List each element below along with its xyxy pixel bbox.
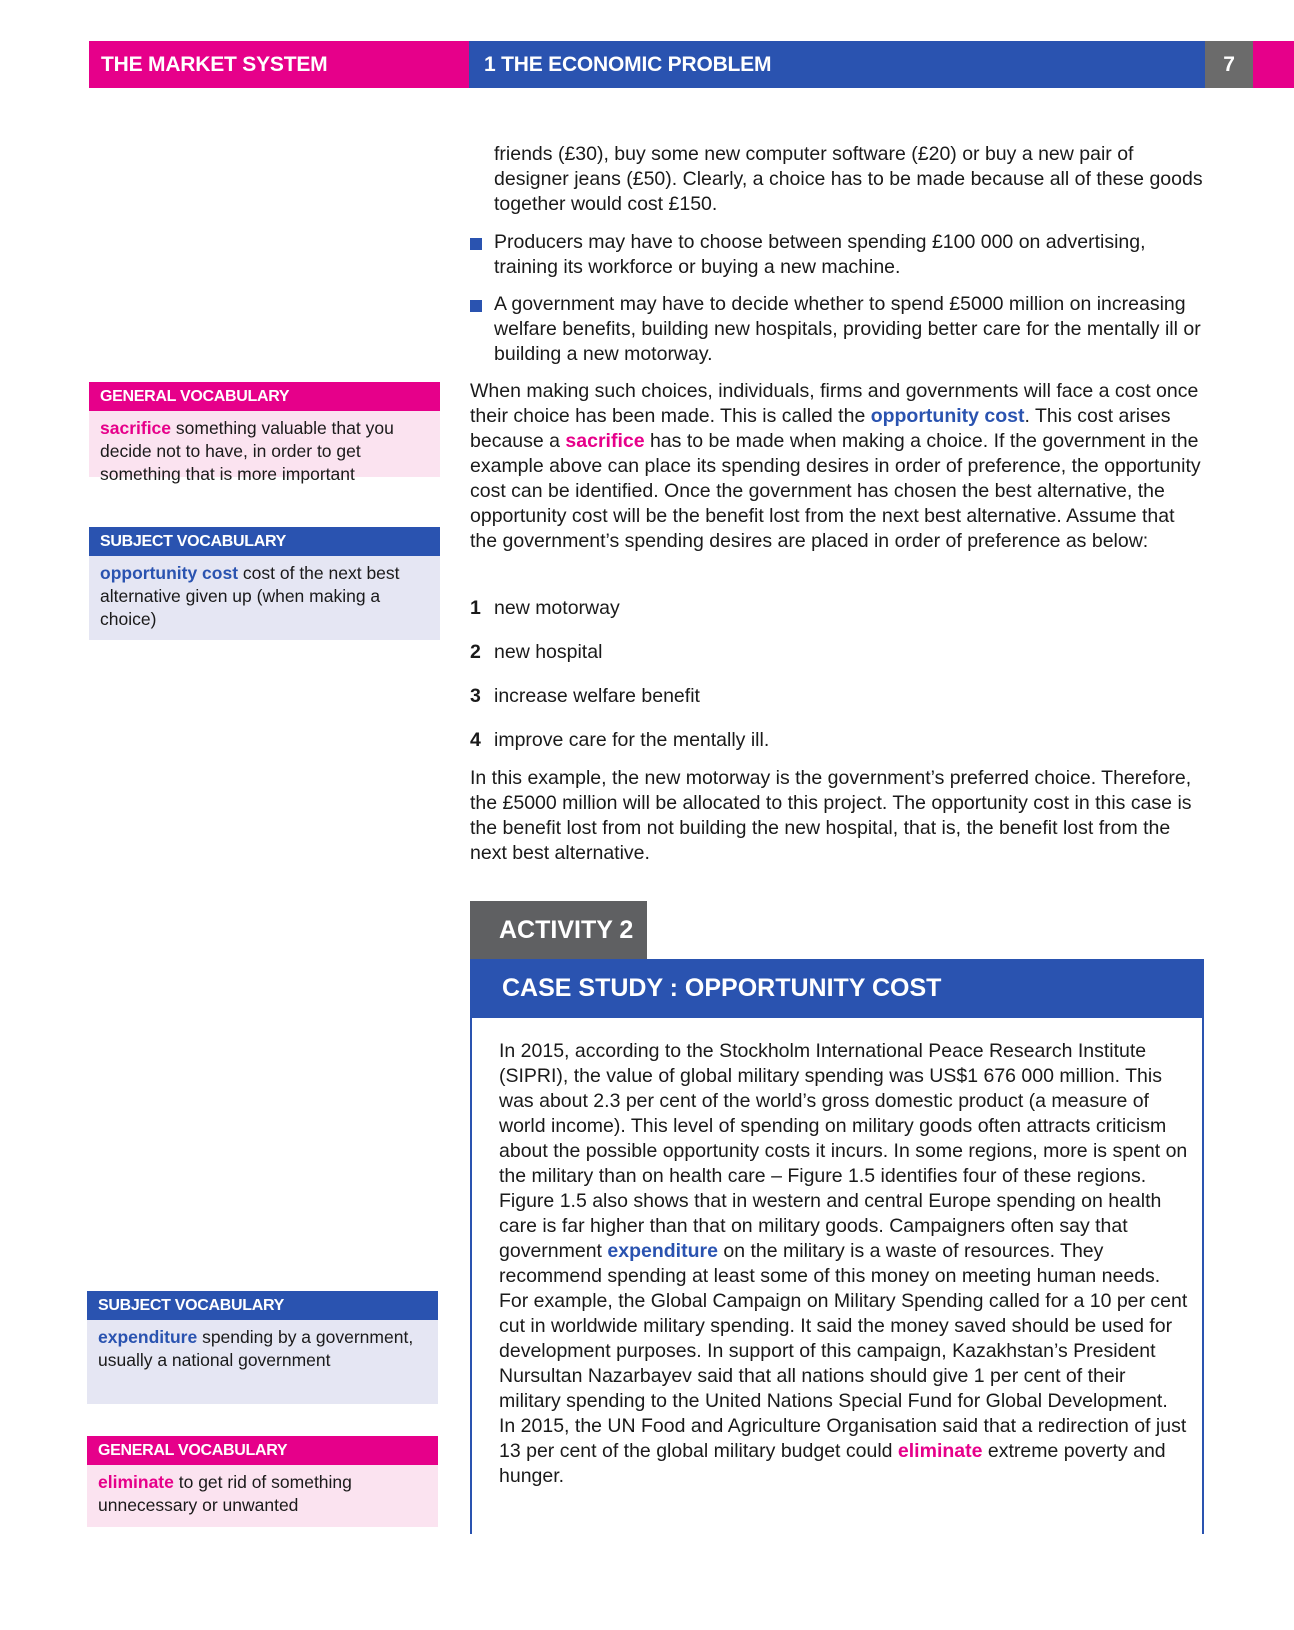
- bullet-text: Producers may have to choose between spending £100 000 on advertising, training its workforce or buying a new machine.: [494, 231, 1146, 278]
- intro-text: friends (£30), buy some new computer software (£20) or buy a new pair of designer jeans (£50). Clearly, a choice has to be made because all of these goods together would cost £150.: [494, 143, 1203, 215]
- chapter-header: [469, 41, 1205, 88]
- vocab-body: [87, 1320, 438, 1404]
- vocab-heading: SUBJECT VOCABULARY: [89, 527, 440, 556]
- vocab-box-opportunity-cost: [89, 527, 440, 640]
- bullet-square-icon: [470, 238, 482, 250]
- highlight-opportunity-cost: opportunity cost: [870, 405, 1025, 427]
- list-text: increase welfare benefit: [494, 685, 700, 707]
- intro-continuation: [494, 142, 1206, 217]
- highlight-expenditure: expenditure: [607, 1240, 718, 1262]
- list-text: new motorway: [494, 597, 620, 619]
- bullet-square-icon: [470, 300, 482, 312]
- vocab-body: [89, 411, 440, 484]
- bullet-item: [470, 292, 1205, 367]
- vocab-body: [87, 1465, 438, 1527]
- activity-label: ACTIVITY 2: [499, 915, 634, 944]
- case-study-title: CASE STUDY : OPPORTUNITY COST: [502, 974, 942, 1002]
- vocab-term: expenditure: [98, 1327, 198, 1347]
- page-number-box: [1205, 41, 1253, 88]
- vocab-box-expenditure: [87, 1291, 438, 1404]
- paragraph-text: In this example, the new motorway is the government’s preferred choice. Therefore, the £5000 million will be allocated to this project. The opportunity cost in this case is the benefit lost from not building the new hospital, that is, the benefit lost from the next best alternative.: [470, 767, 1192, 864]
- list-number: 3: [470, 685, 481, 707]
- text-run: extreme poverty and hunger.: [499, 1440, 1166, 1487]
- list-text: new hospital: [494, 641, 603, 663]
- case-study-title-bar: [470, 959, 1204, 1018]
- text-run: on the military is a waste of resources. They recommend spending at least some of this money on meeting human needs. For example, the Global Campaign on Military Spending called for a 10 per cent cut in worldwide military spending. It said the money saved should be used for development purposes. In support of this campaign, Kazakhstan’s President Nursultan Nazarbayev said that all nations should give 1 per cent of their military spending to the United Nations Special Fund for Global Development. In 2015, the UN Food and Agriculture Organisation said that a redirection of just 13 per cent of the global military budget could: [499, 1240, 1188, 1462]
- vocab-box-sacrifice: [89, 382, 440, 484]
- vocab-box-eliminate: [87, 1436, 438, 1527]
- vocab-term: opportunity cost: [100, 563, 239, 583]
- highlight-eliminate: eliminate: [897, 1440, 983, 1462]
- case-study-text: [499, 1039, 1189, 1489]
- vocab-definition: cost of the next best alternative given up (when making a choice): [100, 563, 400, 629]
- list-item: [470, 640, 602, 665]
- activity-tab: [470, 901, 647, 959]
- vocab-definition: to get rid of something unnecessary or unwanted: [98, 1472, 352, 1515]
- chapter-title: 1 THE ECONOMIC PROBLEM: [484, 52, 772, 76]
- section-title: THE MARKET SYSTEM: [101, 52, 328, 76]
- text-run: When making such choices, individuals, firms and governments will face a cost once their choice has been made. This is called the: [470, 380, 1199, 427]
- list-number: 2: [470, 641, 481, 663]
- vocab-heading: GENERAL VOCABULARY: [87, 1436, 438, 1465]
- paragraph-text: [470, 379, 1205, 554]
- header-edge-tab: [1253, 41, 1294, 88]
- vocab-heading: GENERAL VOCABULARY: [89, 382, 440, 411]
- list-item: [470, 728, 769, 753]
- conclusion-paragraph: [470, 766, 1205, 866]
- vocab-definition: spending by a government, usually a national government: [98, 1327, 414, 1370]
- vocab-heading: SUBJECT VOCABULARY: [87, 1291, 438, 1320]
- highlight-sacrifice: sacrifice: [565, 430, 645, 452]
- vocab-definition: something valuable that you decide not to have, in order to get something that is more important: [100, 418, 394, 484]
- text-run: In 2015, according to the Stockholm International Peace Research Institute (SIPRI), the value of global military spending was US$1 676 000 million. This was about 2.3 per cent of the world’s gross domestic product (a measure of world income). This level of spending on military goods often attracts criticism about the possible opportunity costs it incurs. In some regions, more is spent on the military than on health care – Figure 1.5 identifies four of these regions. Figure 1.5 also shows that in western and central Europe spending on health care is far higher than that on military goods. Campaigners often say that government: [499, 1040, 1188, 1262]
- list-item: [470, 596, 620, 621]
- page-number: 7: [1223, 52, 1235, 76]
- list-number: 1: [470, 597, 481, 619]
- vocab-term: eliminate: [98, 1472, 174, 1492]
- text-run: . This cost arises because a: [470, 405, 1171, 452]
- opportunity-cost-paragraph: [470, 379, 1205, 554]
- section-header: [89, 41, 469, 88]
- vocab-body: [89, 556, 440, 640]
- list-item: [470, 684, 700, 709]
- list-number: 4: [470, 729, 481, 751]
- bullet-text: A government may have to decide whether to spend £5000 million on increasing welfare benefits, building new hospitals, providing better care for the mentally ill or building a new motorway.: [494, 293, 1201, 365]
- vocab-term: sacrifice: [100, 418, 172, 438]
- bullet-item: [470, 230, 1205, 280]
- list-text: improve care for the mentally ill.: [494, 729, 770, 751]
- text-run: has to be made when making a choice. If the government in the example above can place its spending desires in order of preference, the opportunity cost can be identified. Once the government has chosen the best alternative, the opportunity cost will be the benefit lost from the next best alternative. Assume that the government’s spending desires are placed in order of preference as below:: [470, 430, 1201, 552]
